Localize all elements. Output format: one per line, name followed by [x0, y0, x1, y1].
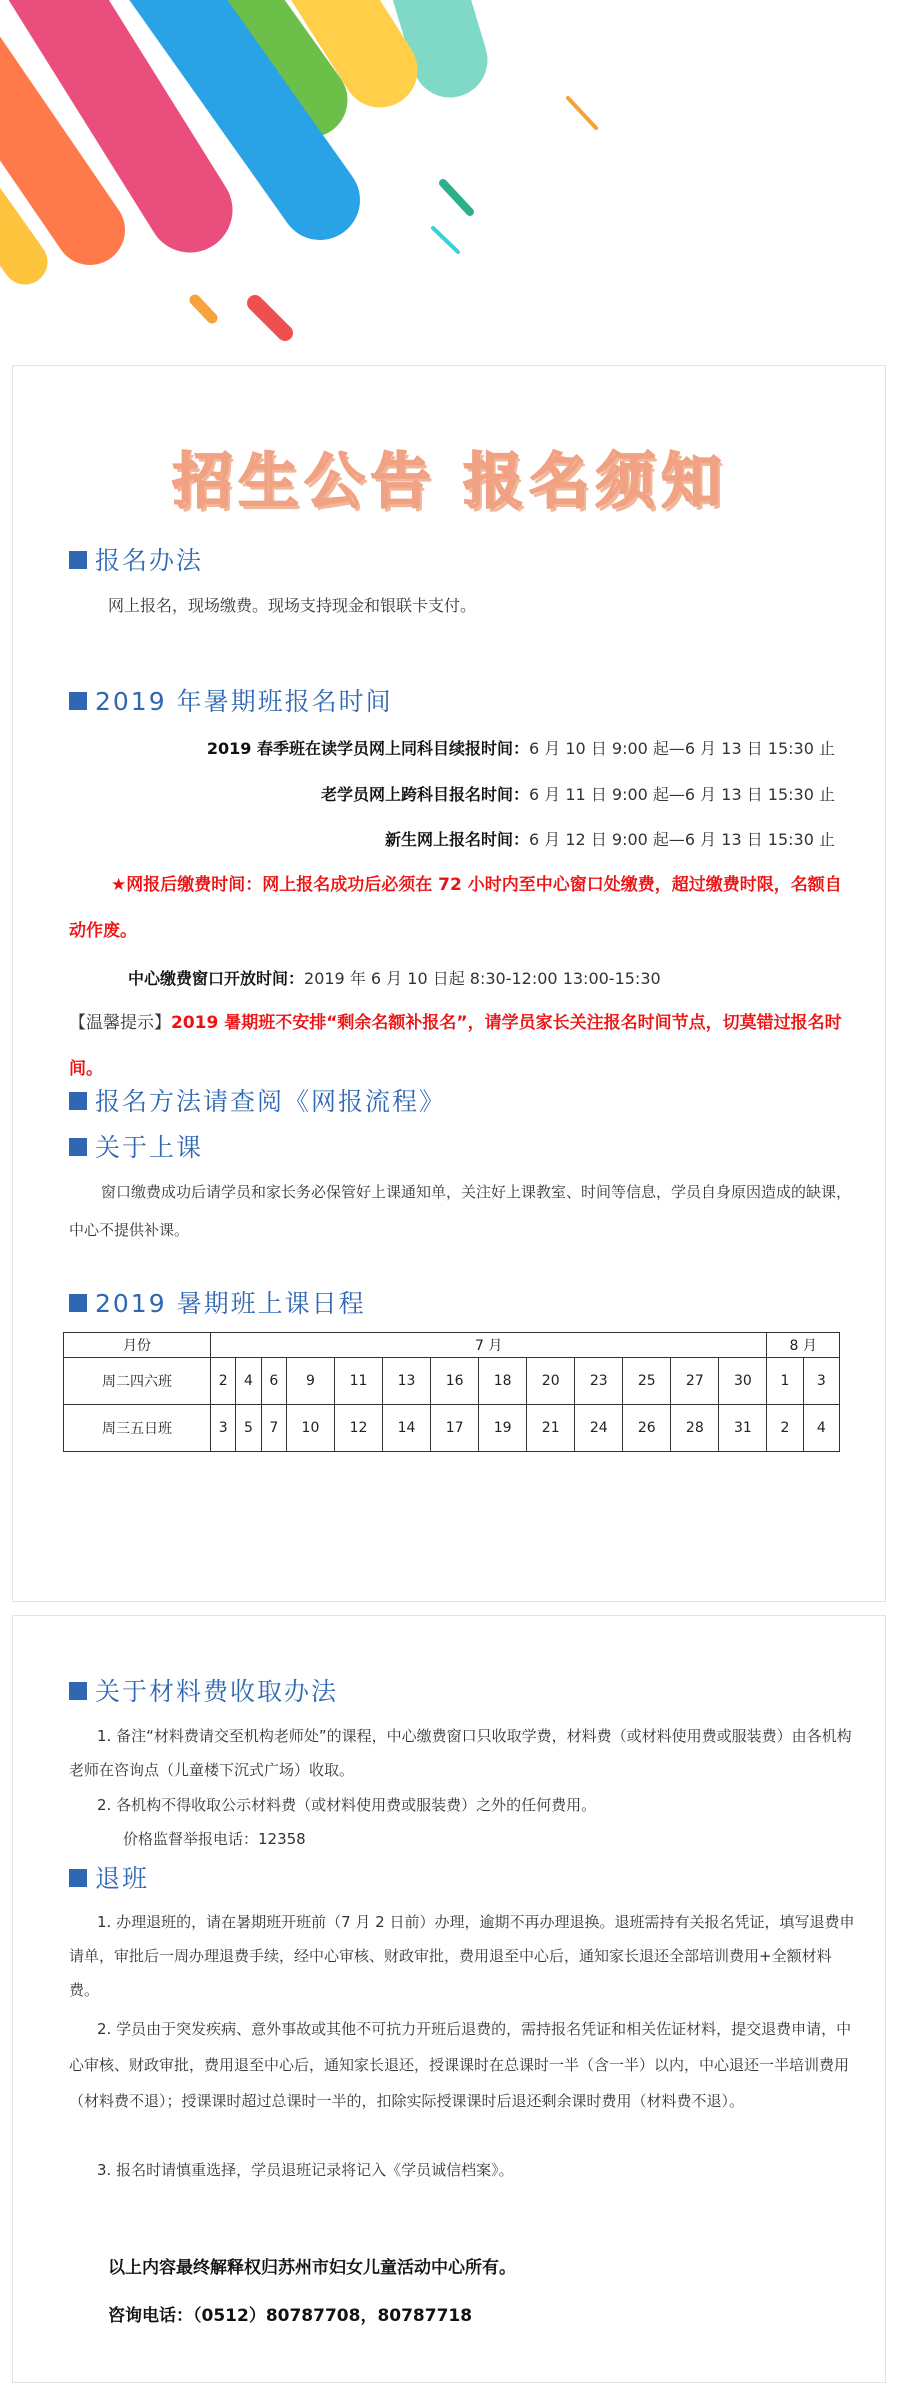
refund-item-2: 2. 学员由于突发疾病、意外事故或其他不可抗力开班后退费的，需持报名凭证和相关佐证材料，提交退费申请，中心审核、财政审批，费用退至中心后，通知家长退还，授课课时在总课时一半（含一半）以内，中心退还一半培训费用（材料费不退）；授课课时超过总课时一半的，扣除实际授课课时后退还剩余课时费用（材料费不退）。	[69, 2020, 852, 2110]
time-row-2: 老学员网上跨科目报名时间：6 月 11 日 9:00 起—6 月 13 日 15:30 止	[321, 785, 835, 804]
section-heading-schedule: 2019 暑期班上课日程	[69, 1284, 366, 1320]
section-heading-classes: 关于上课	[69, 1128, 203, 1164]
warm-tip: 【温馨提示】2019 暑期班不安排“剩余名额补报名”，请学员家长关注报名时间节点，切莫错过报名时间。	[69, 1013, 842, 1079]
materials-item-1: 1. 备注“材料费请交至机构老师处”的课程，中心缴费窗口只收取学费，材料费（或材料使用费或服装费）由各机构老师在咨询点（儿童楼下沉式广场）收取。	[69, 1727, 852, 1779]
section-heading-refund: 退班	[69, 1859, 149, 1895]
notice-card	[12, 365, 886, 1602]
table-row: 周三五日班 3 5 7 10 12 14 17 19 21 24 26 28 31 2 4	[64, 1405, 840, 1452]
section-heading-process: 报名方法请查阅《网报流程》	[69, 1082, 446, 1118]
section-heading-materials: 关于材料费收取办法	[69, 1672, 338, 1708]
page-title: 招生公告 报名须知	[172, 447, 728, 517]
table-row: 周二四六班 2 4 6 9 11 13 16 18 20 23 25 27 30 1 3	[64, 1358, 840, 1405]
hero-banner	[0, 0, 900, 360]
section-heading-method: 报名办法	[69, 541, 203, 577]
schedule-table	[63, 1332, 840, 1452]
window-hours: 中心缴费窗口开放时间：2019 年 6 月 10 日起 8:30-12:00 13:00-15:30	[128, 969, 661, 988]
classes-text: 窗口缴费成功后请学员和家长务必保管好上课通知单，关注好上课教室、时间等信息，学员自身原因造成的缺课，中心不提供补课。	[69, 1183, 852, 1239]
time-row-3: 新生网上报名时间：6 月 12 日 9:00 起—6 月 13 日 15:30 止	[385, 830, 835, 849]
method-text: 网上报名，现场缴费。现场支持现金和银联卡支付。	[108, 596, 477, 615]
footer-phone: 咨询电话：（0512）80787708，80787718	[108, 2306, 473, 2326]
materials-item-2: 2. 各机构不得收取公示材料费（或材料使用费或服装费）之外的任何费用。	[97, 1796, 597, 1814]
price-hotline: 价格监督举报电话：12358	[123, 1830, 306, 1848]
decorative-stripes	[0, 0, 900, 360]
july-header: 7 月	[211, 1333, 767, 1358]
policy-card	[12, 1615, 886, 2383]
time-row-1: 2019 春季班在读学员网上同科目续报时间：6 月 10 日 9:00 起—6 月 13 日 15:30 止	[206, 739, 835, 758]
payment-deadline: ★网报后缴费时间：网上报名成功后必须在 72 小时内至中心窗口处缴费，超过缴费时限，名额自动作废。	[69, 875, 842, 941]
august-header: 8 月	[767, 1333, 840, 1358]
month-header: 月份	[64, 1333, 211, 1358]
refund-item-1: 1. 办理退班的，请在暑期班开班前（7 月 2 日前）办理，逾期不再办理退换。退班需持有关报名凭证，填写退费申请单，审批后一周办理退费手续，经中心审核、财政审批，费用退至中心后，通知家长退还全部培训费用+全额材料费。	[69, 1913, 855, 1999]
footer-rights: 以上内容最终解释权归苏州市妇女儿童活动中心所有。	[108, 2258, 516, 2278]
refund-item-3: 3. 报名时请慎重选择，学员退班记录将记入《学员诚信档案》。	[97, 2161, 514, 2179]
section-heading-time: 2019 年暑期班报名时间	[69, 682, 393, 718]
